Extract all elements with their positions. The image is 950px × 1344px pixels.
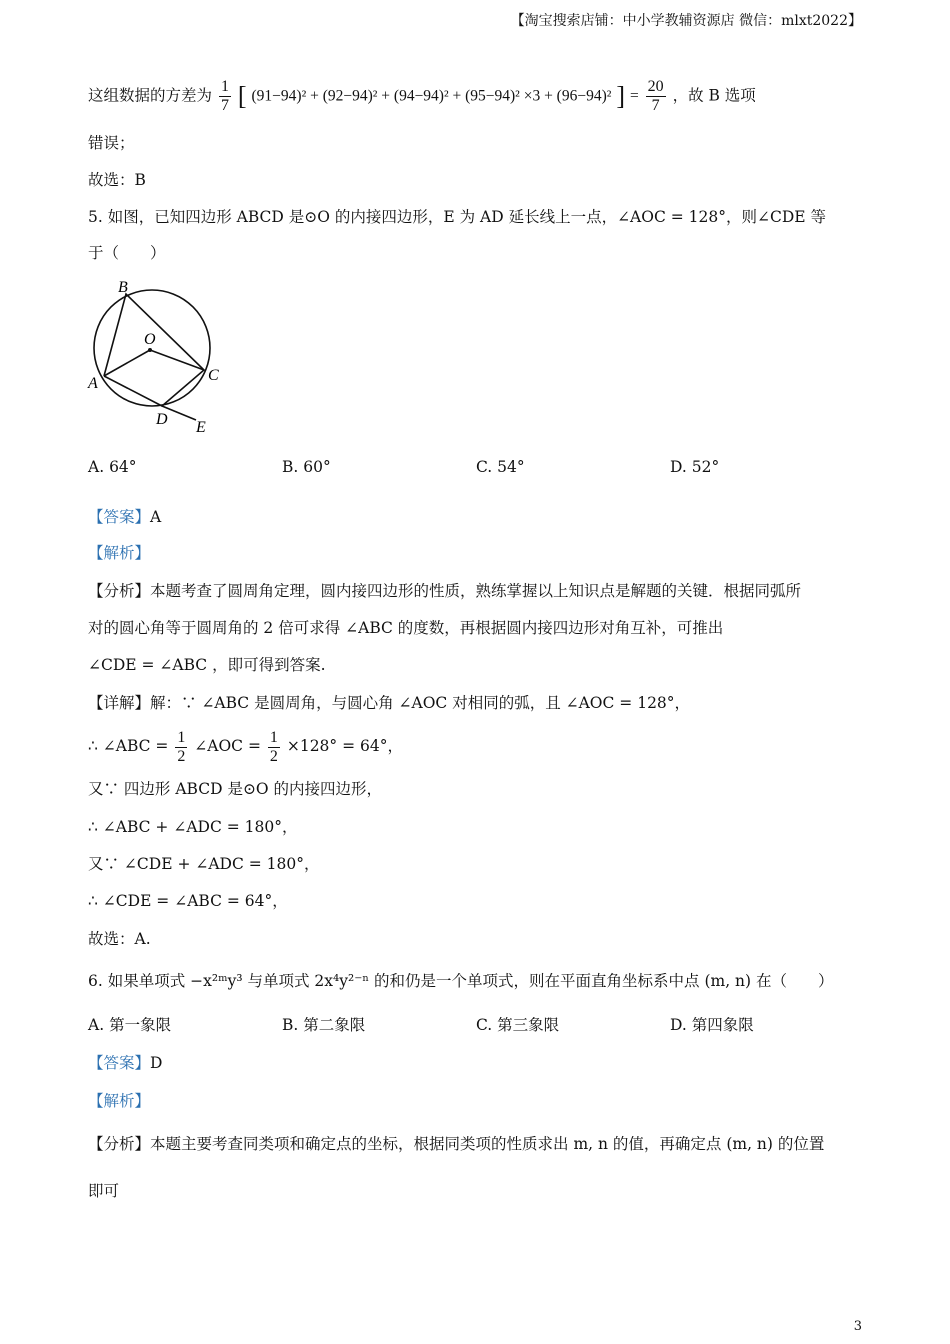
answer-value: A	[150, 508, 162, 526]
q6-stem: 6. 如果单项式 −x²ᵐy³ 与单项式 2x⁴y²⁻ⁿ 的和仍是一个单项式，则在平面直角坐标系中点 (m, n) 在（ ）	[88, 972, 834, 990]
segment-ao	[104, 350, 150, 376]
q6-option-d: D. 第四象限	[670, 1016, 754, 1034]
q5-fenxi-2: 对的圆心角等于圆周角的 2 倍可求得 ∠ABC 的度数，再根据圆内接四边形对角互补，可推出	[88, 619, 724, 637]
label-d: D	[156, 411, 168, 428]
page-number: 3	[853, 1319, 862, 1334]
circle-quadrilateral-figure	[84, 278, 224, 438]
q6-analysis-tag: 【解析】	[88, 1092, 151, 1110]
fraction-one-seventh: $\frac{1}{7}$	[220, 78, 229, 114]
q6-fenxi-2: 即可	[88, 1182, 120, 1200]
fraction-twenty-sevenths: $\frac{20}{7}$	[647, 78, 664, 114]
q5-fenxi-1: 【分析】本题考查了圆周角定理，圆内接四边形的性质，熟练掌握以上知识点是解题的关键．根据同弧所	[88, 582, 802, 600]
answer-value: D	[150, 1054, 163, 1072]
variance-line: 这组数据的方差为 $\frac{1}{7}$ [ (91−94)² + (92−94)² + (94−94)² + (95−94)² ×3 + (96−94)² ] = $\frac{20}{7}$ ，故 B 选项	[88, 78, 756, 114]
q5-option-b: B. 60°	[282, 458, 331, 476]
segment-oc	[150, 350, 204, 370]
wrong-text: 错误；	[88, 134, 135, 152]
q5-analysis-tag: 【解析】	[88, 544, 151, 562]
prev-choose: 故选：B	[88, 171, 146, 189]
label-c: C	[208, 367, 219, 384]
q6-fenxi-1: 【分析】本题主要考查同类项和确定点的坐标，根据同类项的性质求出 m, n 的值，再确定点 (m, n) 的位置	[88, 1135, 825, 1153]
fenxi-tag: 【分析】	[88, 582, 151, 600]
q5-detail-6: ∴ ∠CDE = ∠ABC = 64°，	[88, 892, 288, 910]
variance-prefix: 这组数据的方差为	[88, 86, 213, 105]
q5-answer	[88, 506, 161, 528]
q5-detail-3: 又∵ 四边形 ABCD 是⊙O 的内接四边形，	[88, 780, 383, 798]
quadrilateral-abcd	[104, 294, 204, 406]
variance-suffix: ，故 B 选项	[672, 86, 756, 105]
q6-option-b: B. 第二象限	[282, 1016, 366, 1034]
fraction-one-half: $\frac{1}{2}$	[177, 728, 186, 765]
label-e: E	[196, 419, 206, 436]
q5-stem-line1: 5. 如图，已知四边形 ABCD 是⊙O 的内接四边形，E 为 AD 延长线上一点，∠AOC = 128°，则∠CDE 等	[88, 208, 827, 226]
answer-tag: 【答案】	[88, 508, 151, 526]
page-header: 【淘宝搜索店铺：中小学教辅资源店 微信：mlxt2022】	[510, 13, 862, 29]
q6-answer	[88, 1052, 162, 1074]
center-point	[148, 348, 152, 352]
variance-expression: (91−94)² + (92−94)² + (94−94)² + (95−94)² ×3 + (96−94)²	[251, 87, 612, 105]
q5-option-d: D. 52°	[670, 458, 720, 476]
q6-option-a: A. 第一象限	[88, 1016, 172, 1034]
fenxi-tag: 【分析】	[88, 1135, 151, 1153]
label-b: B	[118, 279, 128, 296]
detail-tag: 【详解】	[88, 694, 151, 712]
q5-stem-line2: 于（ ）	[88, 244, 166, 262]
label-o: O	[144, 331, 156, 348]
q5-detail-5: 又∵ ∠CDE + ∠ADC = 180°，	[88, 855, 320, 873]
q5-option-a: A. 64°	[88, 458, 137, 476]
answer-tag: 【答案】	[88, 1054, 151, 1072]
q6-option-c: C. 第三象限	[476, 1016, 560, 1034]
q5-detail-2: ∴ ∠ABC = $\frac{1}{2}$ ∠AOC = $\frac{1}{2}$ ×128° = 64°，	[88, 728, 403, 765]
q5-detail-1: 【详解】解：∵ ∠ABC 是圆周角，与圆心角 ∠AOC 对相同的弧，且 ∠AOC = 128°，	[88, 694, 691, 712]
q5-fenxi-3: ∠CDE = ∠ABC ，即可得到答案.	[88, 656, 326, 674]
q5-choose: 故选：A.	[88, 930, 151, 948]
label-a: A	[88, 375, 98, 392]
q5-option-c: C. 54°	[476, 458, 525, 476]
fraction-one-half-2: $\frac{1}{2}$	[269, 728, 278, 765]
q5-detail-4: ∴ ∠ABC + ∠ADC = 180°，	[88, 818, 298, 836]
